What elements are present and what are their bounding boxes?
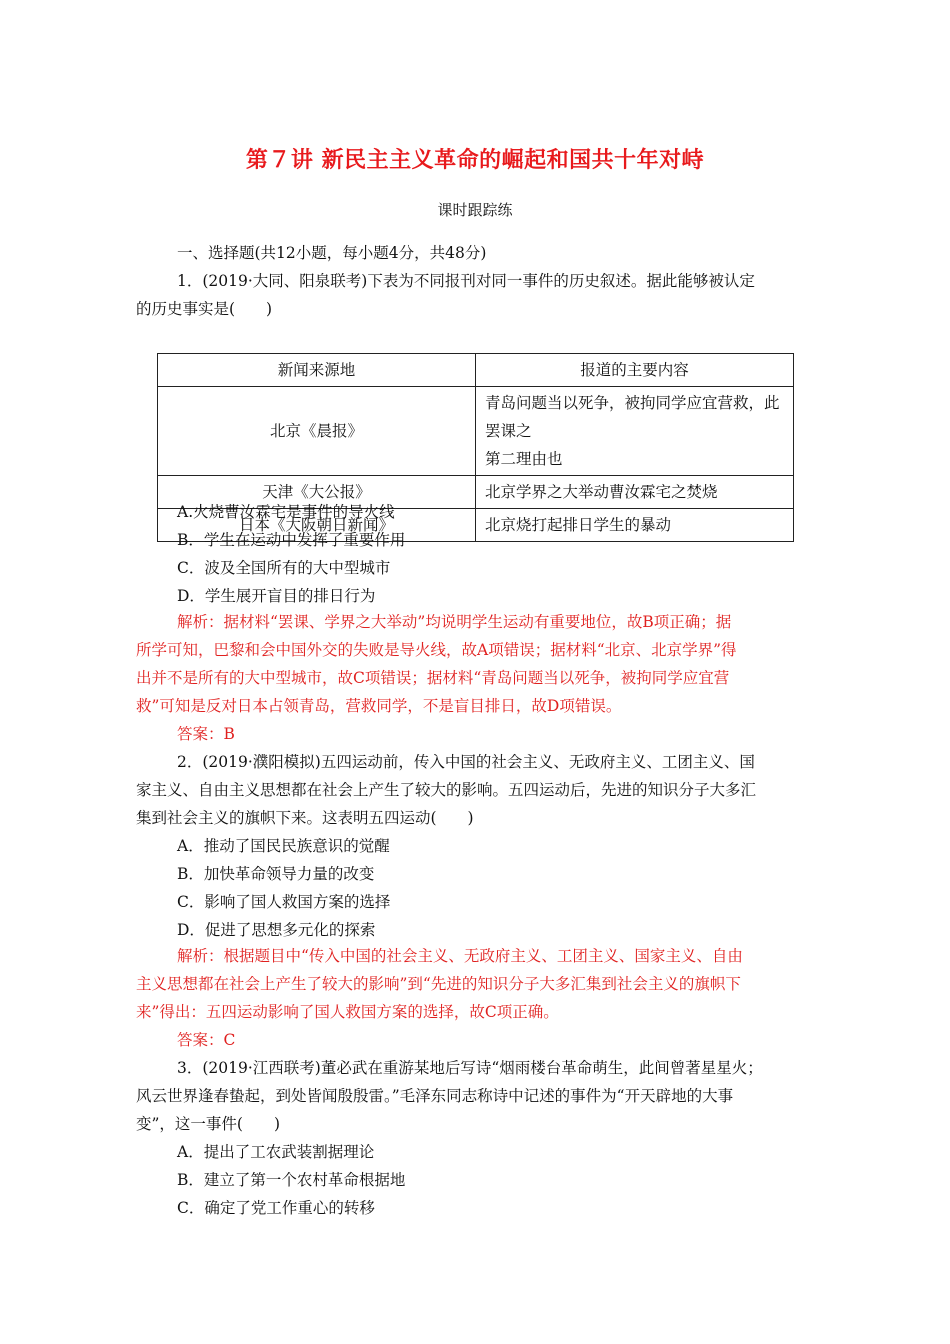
table-cell-content: 北京学界之大举动曹汝霖宅之焚烧 bbox=[476, 476, 794, 509]
table-cell-source: 天津《大公报》 bbox=[158, 476, 476, 509]
q2-analysis-line: 解析：根据题目中“传入中国的社会主义、无政府主义、工团主义、国家主义、自由 bbox=[177, 947, 743, 965]
answer-text: 答案：B bbox=[177, 725, 235, 743]
q3-option-a: A．提出了工农武装割据理论 bbox=[177, 1143, 375, 1161]
q1-option-a: A.火烧曹汝霖宅是事件的导火线 bbox=[177, 503, 395, 521]
q2-analysis-line: 来”得出：五四运动影响了国人救国方案的选择，故C项正确。 bbox=[136, 1003, 559, 1021]
table-header: 新闻来源地 bbox=[158, 354, 476, 387]
q1-analysis-line: 出并不是所有的大中型城市，故C项错误；据材料“青岛问题当以死争，被拘同学应宜营 bbox=[136, 669, 730, 687]
q1-stem-line: 1．(2019·大同、阳泉联考)下表为不同报刊对同一事件的历史叙述。据此能够被认定 bbox=[177, 272, 755, 290]
q1-analysis-line: 解析：据材料“罢课、学界之大举动”均说明学生运动有重要地位，故B项正确；据 bbox=[177, 613, 732, 631]
section-heading: 一、选择题(共12小题，每小题4分，共48分) bbox=[177, 244, 487, 262]
table-cell-source: 北京《晨报》 bbox=[158, 387, 476, 476]
q2-stem-line: 集到社会主义的旗帜下来。这表明五四运动( ) bbox=[136, 809, 474, 827]
q2-option-d: D．促进了思想多元化的探索 bbox=[177, 921, 376, 939]
table-header-row bbox=[158, 354, 794, 387]
q1-option-c: C．波及全国所有的大中型城市 bbox=[177, 559, 391, 577]
q1-analysis-line: 所学可知，巴黎和会中国外交的失败是导火线，故A项错误；据材料“北京、北京学界”得 bbox=[136, 641, 737, 659]
q1-analysis-line: 救”可知是反对日本占领青岛，营救同学，不是盲目排日，故D项错误。 bbox=[136, 697, 622, 715]
table-cell-content: 北京烧打起排日学生的暴动 bbox=[476, 509, 794, 542]
page-subtitle: 课时跟踪练 bbox=[437, 201, 513, 219]
q3-stem-line: 变”，这一事件( ) bbox=[136, 1115, 281, 1133]
q2-answer bbox=[177, 1030, 235, 1050]
answer-text: 答案：C bbox=[177, 1031, 236, 1049]
q3-option-b: B．建立了第一个农村革命根据地 bbox=[177, 1171, 406, 1189]
cell-line: 第二理由也 bbox=[485, 450, 563, 468]
table-cell-content bbox=[476, 387, 794, 476]
q3-stem-line: 3．(2019·江西联考)董必武在重游某地后写诗“烟雨楼台革命萌生，此间曾著星星火； bbox=[177, 1059, 763, 1077]
page-title: 第７讲 新民主主义革命的崛起和国共十年对峙 bbox=[245, 148, 705, 173]
q1-answer bbox=[177, 724, 235, 744]
q3-option-c: C．确定了党工作重心的转移 bbox=[177, 1199, 375, 1217]
q2-analysis-line: 主义思想都在社会上产生了较大的影响”到“先进的知识分子大多汇集到社会主义的旗帜下 bbox=[136, 975, 741, 993]
q2-option-a: A．推动了国民民族意识的觉醒 bbox=[177, 837, 390, 855]
q1-option-b: B．学生在运动中发挥了重要作用 bbox=[177, 531, 406, 549]
table-cell-source: 日本《大阪朝日新闻》 bbox=[158, 509, 476, 542]
q2-option-c: C．影响了国人救国方案的选择 bbox=[177, 893, 391, 911]
q2-stem-line: 家主义、自由主义思想都在社会上产生了较大的影响。五四运动后，先进的知识分子大多汇 bbox=[136, 781, 757, 799]
q1-option-d: D．学生展开盲目的排日行为 bbox=[177, 587, 376, 605]
q2-option-b: B．加快革命领导力量的改变 bbox=[177, 865, 375, 883]
q3-stem-line: 风云世界逢春蛰起，到处皆闻殷殷雷。”毛泽东同志称诗中记述的事件为“开天辟地的大事 bbox=[136, 1087, 734, 1105]
table-row bbox=[158, 387, 794, 476]
cell-line: 青岛问题当以死争，被拘同学应宜营救，此罢课之 bbox=[485, 394, 780, 440]
table-header: 报道的主要内容 bbox=[476, 354, 794, 387]
q1-stem-line: 的历史事实是( ) bbox=[136, 300, 273, 318]
q2-stem-line: 2．(2019·濮阳模拟)五四运动前，传入中国的社会主义、无政府主义、工团主义、国 bbox=[177, 753, 755, 771]
